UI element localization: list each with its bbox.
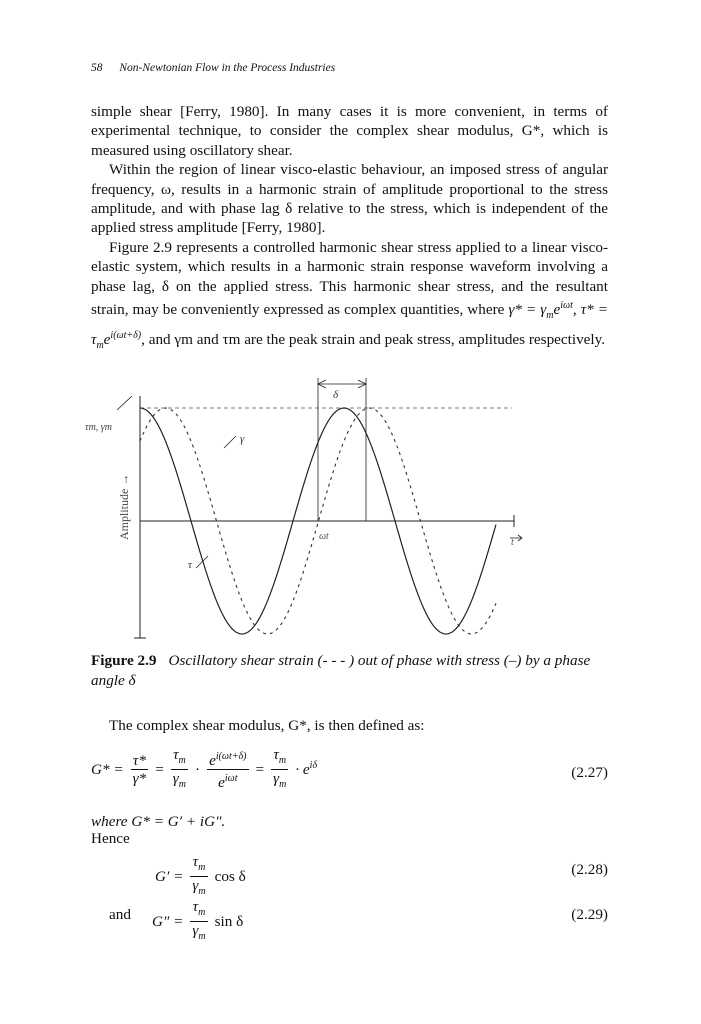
cos-delta: cos δ [214,867,246,885]
figure-2-9 [82,378,622,640]
figure-caption [91,651,608,690]
paragraph-2: Within the region of linear visco-elastic behaviour, an imposed stress of angular frequency, ω, results in a harmonic strain of amplitude proportional to the stress amplitude, and with phase lag δ relative to the stress, which is independent of the applied stress amplitude [Ferry, 1980]. [91,161,608,237]
inline-complex-equations: $\gamma* = \gamma_me^{i\omega t}$, $\tau* = \tau_me^{i(\omega t+\delta)}$ [91,300,609,351]
strain-curve-label: γ [240,433,245,445]
and-label: and [109,906,131,923]
body-text [91,102,608,355]
stress-curve-label: τ [188,559,192,571]
caption-label: Figure 2.9 [91,652,157,669]
paragraph-3-part-1: Figure 2.9 represents a controlled harmonic shear stress applied to a linear visco-elastic system, which results in a harmonic strain response waveform involving a phase lag, δ on the applied stress. This harmonic shear stress, and the resultant strain, may be conveniently expressed as complex quantities, where [91,238,608,319]
peak-label-pointer [117,396,132,410]
hence-label: Hence [91,830,130,847]
where-line: where G* = G′ + iG″. [91,813,226,830]
equation-2-27: G* = $\frac{\tau*}{\gamma*}$ = $\frac{\tau_m}{\gamma_m}$ · $\frac{e^{i(\omega t+\delta)}}{e^{i\omega t}}$ = $\frac{\tau_m}{\gamma_m}$ · $e^{i\delta}$ [91,746,318,792]
equation-number-2-27: (2.27) [571,764,608,781]
running-head [91,62,335,74]
equation-intro: The complex shear modulus, G*, is then defined as: [109,717,425,734]
caption-text: Oscillatory shear strain (- - - ) out of phase with stress (–) by a phase angle δ [91,652,591,689]
sin-delta: sin δ [214,912,244,930]
delta-label: δ [333,389,339,401]
paragraph-3-part-2: , and γm and τm are the peak strain and peak stress, amplitudes respectively. [141,330,606,348]
equation-2-29: G″ = $\frac{\tau_m}{\gamma_m}$ sin δ [152,898,244,943]
omega-t-label: ωt [319,531,329,542]
waveform-plot [82,378,622,640]
paragraph-3 [91,238,608,355]
strain-label-pointer [224,436,236,448]
peak-label: τm, γm [85,422,112,433]
equation-2-28: G′ = $\frac{\tau_m}{\gamma_m}$ cos δ [155,853,246,898]
equation-number-2-28: (2.28) [571,861,608,878]
book-title: Non-Newtonian Flow in the Process Industries [119,62,336,74]
y-axis-label: Amplitude → [117,473,131,540]
equation-number-2-29: (2.29) [571,906,608,923]
page-number: 58 [91,62,103,74]
t-label: t [511,537,514,548]
paragraph-1: simple shear [Ferry, 1980]. In many cases it is more convenient, in terms of experimental technique, to consider the complex shear modulus, G*, which is measured using oscillatory shear. [91,103,608,159]
